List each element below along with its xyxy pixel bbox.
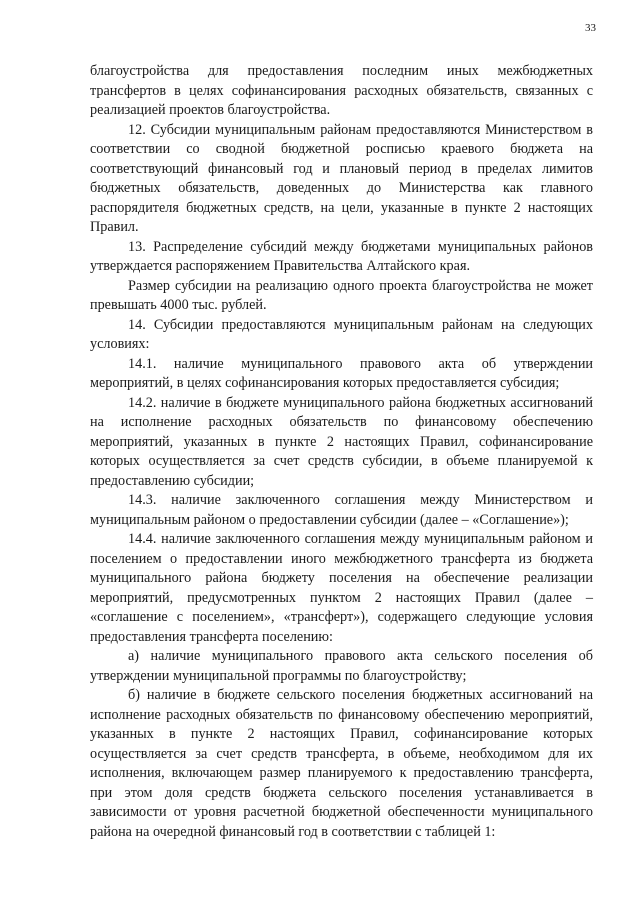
paragraph-item-b: б) наличие в бюджете сельского поселения бюджетных ассигнований на исполнение расходных обязательств по финансовому обеспечению мероприятий, указанных в пункте 2 настоящих Правил, софинансирование которых осуществляется за счет средств трансферта, в объеме, необходимом для их исполнения, включающем размер планируемого к предоставлению трансферта, при этом доля средств бюджета сельского поселения устанавливается в зависимости от уровня расчетной бюджетной обеспеченности муниципального района на очередной финансовый год в соответствии с таблицей 1: <box>90 687 593 840</box>
paragraph-12: 12. Субсидии муниципальным районам предоставляются Министерством в соответствии со сводной бюджетной росписью краевого бюджета на соответствующий финансовый год и плановый период в пределах лимитов бюджетных обязательств, доведенных до Министерства как главного распорядителя бюджетных средств, на цели, указанные в пункте 2 настоящих Правил. <box>90 121 593 235</box>
document-body <box>90 62 593 842</box>
paragraph-14-2: 14.2. наличие в бюджете муниципального района бюджетных ассигнований на исполнение расходных обязательств по финансовому обеспечению мероприятий, указанных в пункте 2 настоящих Правил, софинансирование которых осуществляется за счет средств субсидии, в объеме планируемой к предоставлению субсидии; <box>90 394 593 489</box>
paragraph-continuation: благоустройства для предоставления последним иных межбюджетных трансфертов в целях софинансирования расходных обязательств, связанных с реализацией проектов благоустройства. <box>90 63 593 118</box>
paragraph-14-4: 14.4. наличие заключенного соглашения между муниципальным районом и поселением о предоставлении иного межбюджетного трансферта из бюджета муниципального района бюджету поселения на обеспечение реализации мероприятий, предусмотренных пунктом 2 настоящих Правил (далее – «соглашение с поселением», «трансферт»), содержащего следующие условия предоставления трансферта поселению: <box>90 531 593 645</box>
paragraph-item-a: а) наличие муниципального правового акта сельского поселения об утверждении муниципальной программы по благоустройству; <box>90 648 593 684</box>
paragraph-14-3: 14.3. наличие заключенного соглашения между Министерством и муниципальным районом о предоставлении субсидии (далее – «Соглашение»); <box>90 492 593 528</box>
paragraph-14: 14. Субсидии предоставляются муниципальным районам на следующих условиях: <box>90 316 593 352</box>
paragraph-subsidy-limit: Размер субсидии на реализацию одного проекта благоустройства не может превышать 4000 тыс. рублей. <box>90 277 593 313</box>
page-number: 33 <box>585 22 596 34</box>
paragraph-13: 13. Распределение субсидий между бюджетами муниципальных районов утверждается распоряжением Правительства Алтайского края. <box>90 238 593 274</box>
paragraph-14-1: 14.1. наличие муниципального правового акта об утверждении мероприятий, в целях софинансирования которых предоставляется субсидия; <box>90 355 593 391</box>
